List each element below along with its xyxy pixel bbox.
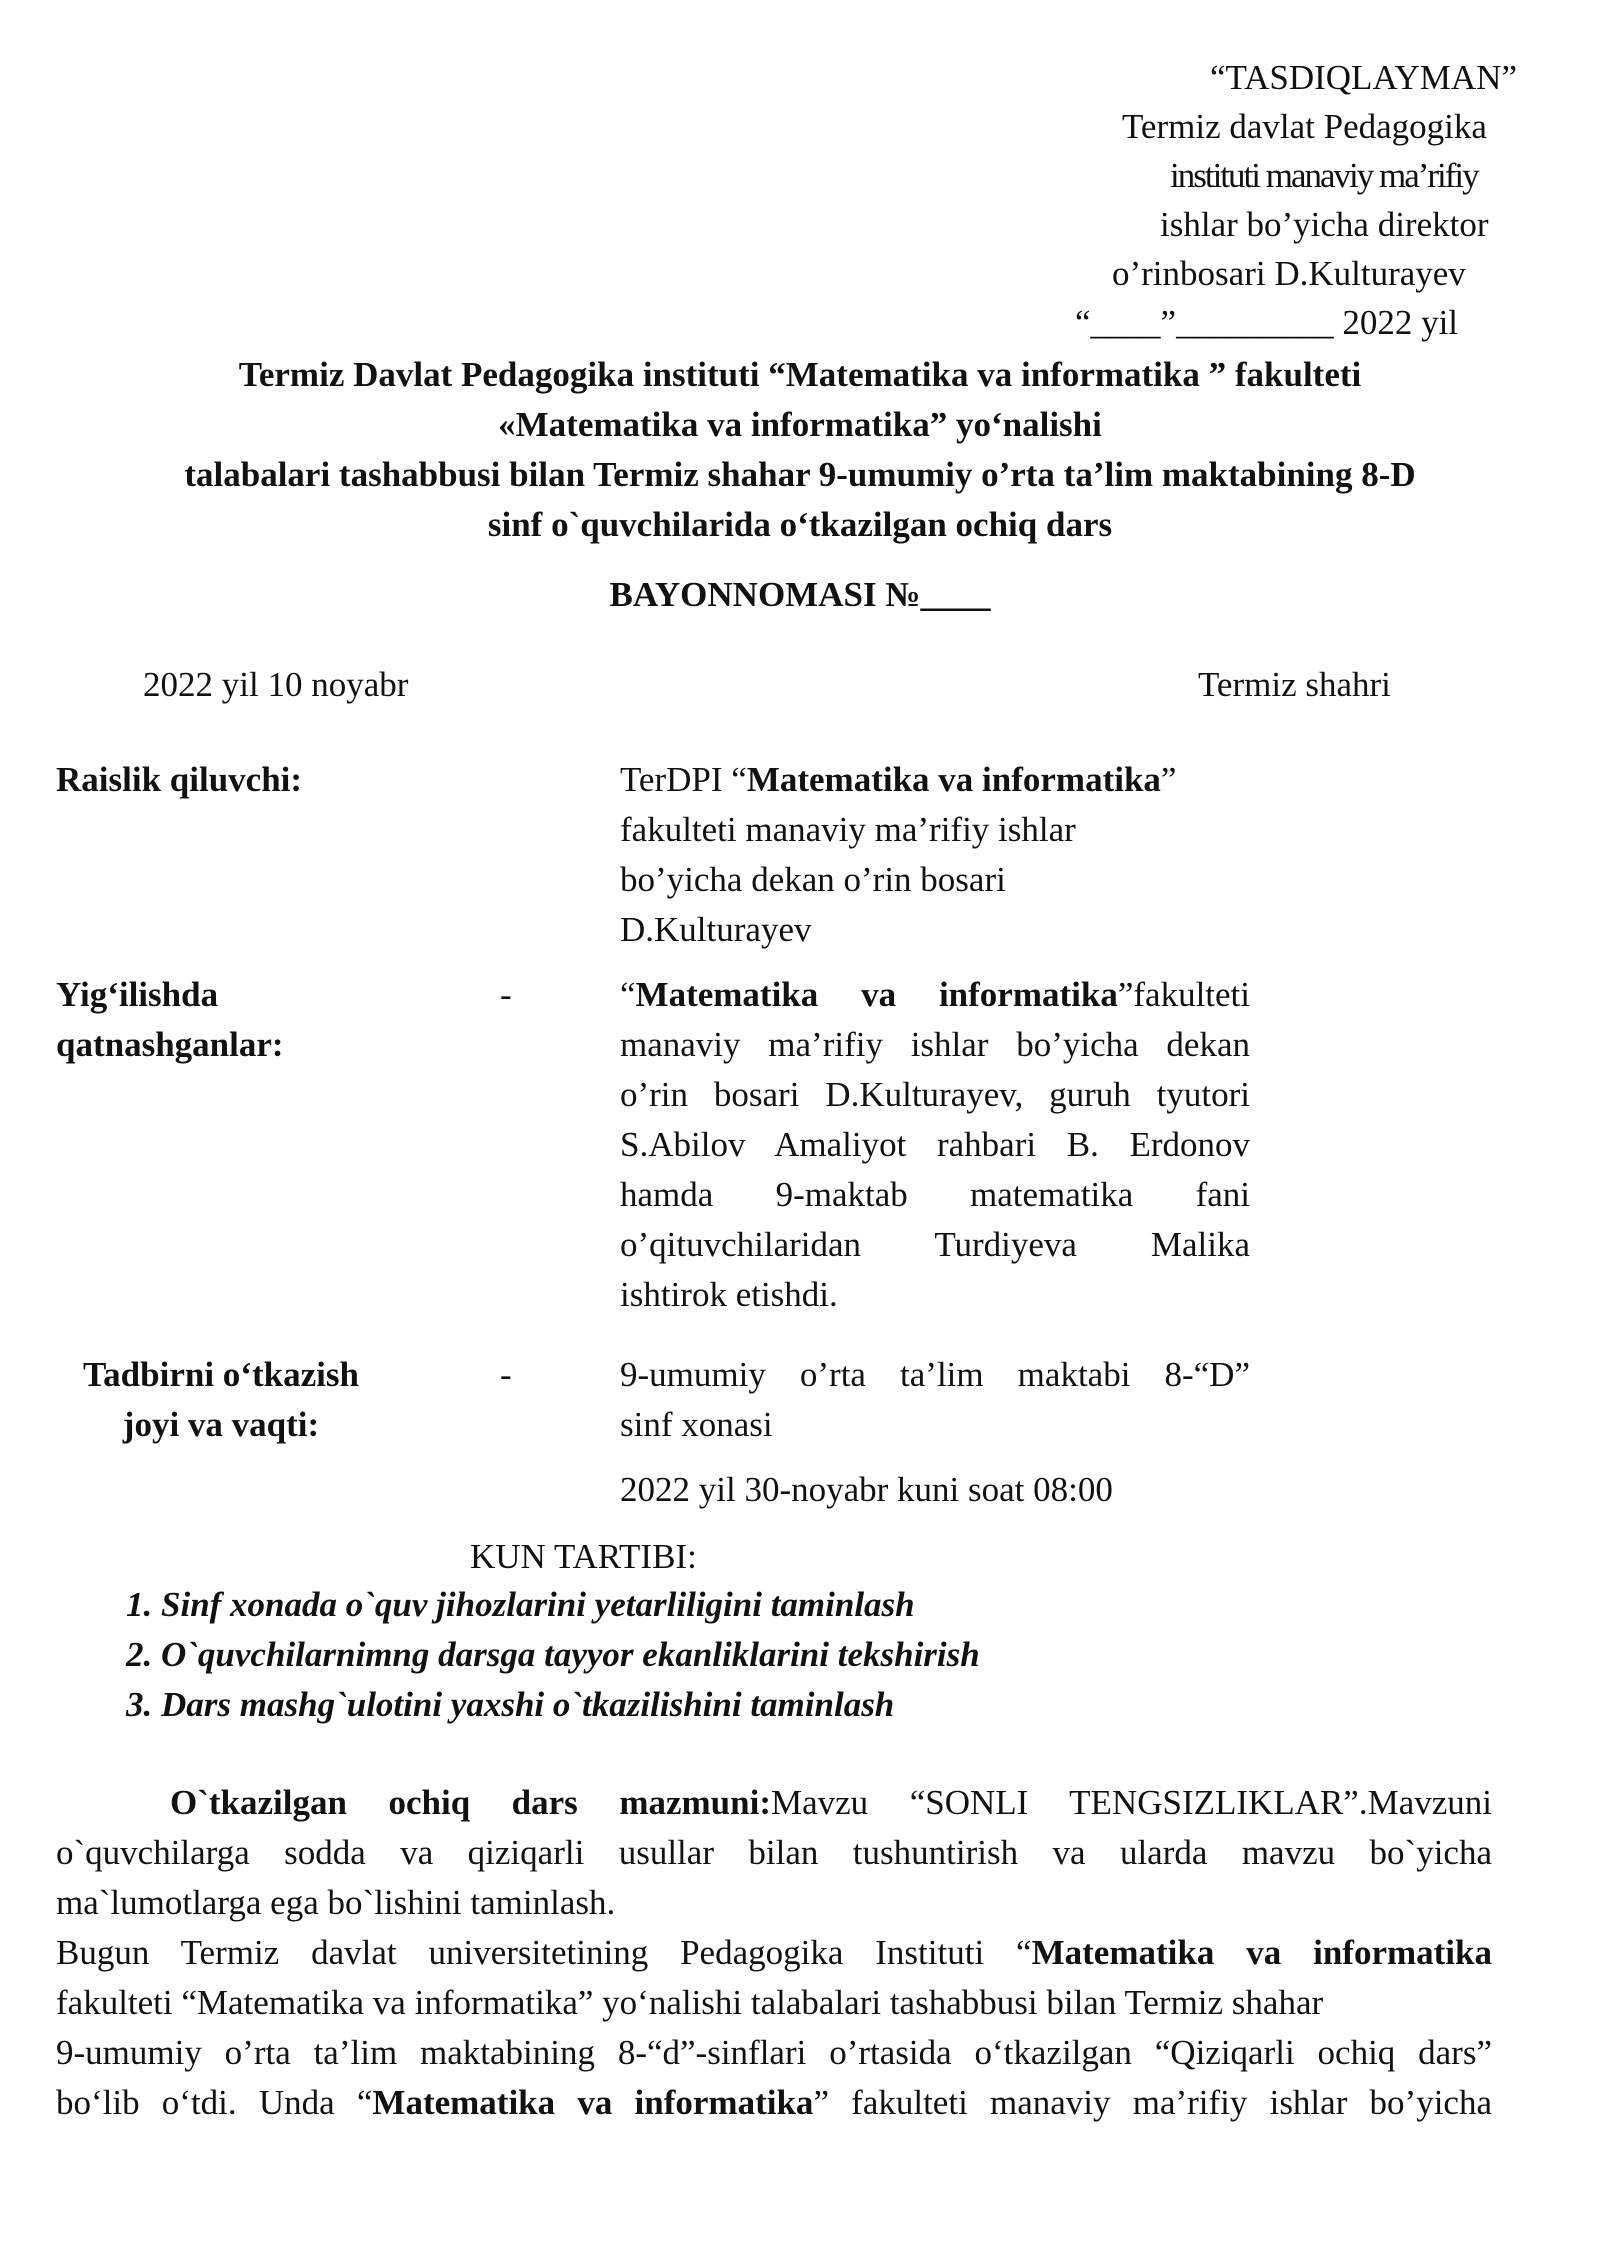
content-line: o`quvchilarga sodda va qiziqarli usullar bilan tushuntirish va ularda mavzu bo`yicha <box>56 1833 1492 1872</box>
content-line: bo‘lib o‘tdi. Unda “Matematika va informatika” fakulteti manaviy ma’rifiy ishlar bo’yicha <box>56 2083 1492 2122</box>
attendees-label: Yig‘ilishda qatnashganlar: <box>56 975 284 1064</box>
document-title-line: sinf o`quvchilarida o‘tkazilgan ochiq dars <box>487 505 1113 544</box>
chair-value-line: D.Kulturayev <box>620 910 812 949</box>
approval-line: Termiz davlat Pedagogika <box>1122 107 1487 146</box>
venue-time: 2022 yil 30-noyabr kuni soat 08:00 <box>620 1470 1113 1509</box>
content-line: fakulteti “Matematika va informatika” yo‘nalishi talabalari tashabbusi bilan Termiz shahar <box>56 1983 1324 2022</box>
document-title-line: talabalari tashabbusi bilan Termiz shahar 9-umumiy o’rta ta’lim maktabining 8-D <box>184 455 1416 494</box>
content-paragraph <box>56 1928 1492 2128</box>
document-title-line: Termiz Davlat Pedagogika instituti “Matematika va informatika ” fakulteti <box>238 355 1362 394</box>
approval-line: o’rinbosari D.Kulturayev <box>1112 254 1466 293</box>
approval-line: instituti manaviy ma’rifiy <box>1170 156 1478 195</box>
venue-value-line: sinf xonasi <box>620 1405 773 1444</box>
chair-value-line: bo’yicha dekan o’rin bosari <box>620 860 1006 899</box>
chair-label: Raislik qiluvchi: <box>56 760 303 799</box>
attendees-value-line: o’rin bosari D.Kulturayev, guruh tyutori <box>620 1075 1250 1114</box>
agenda-item: 2. O`quvchilarnimng darsga tayyor ekanliklarini tekshirish <box>126 1635 980 1674</box>
venue-dash: - <box>500 1355 512 1394</box>
content-line: Bugun Termiz davlat universitetining Pedagogika Instituti “Matematika va informatika <box>56 1933 1492 1972</box>
venue-value <box>620 1350 1250 1450</box>
chair-value-line: TerDPI “Matematika va informatika” <box>620 760 1177 799</box>
attendees-value-line: “Matematika va informatika”fakulteti <box>620 975 1250 1014</box>
venue-value-line: 9-umumiy o’rta ta’lim maktabi 8-“D” <box>620 1355 1250 1394</box>
venue-label: Tadbirni o‘tkazish joyi va vaqti: <box>83 1355 359 1444</box>
approval-line: ishlar bo’yicha direktor <box>1160 205 1489 244</box>
document-heading: BAYONNOMASI №____ <box>609 575 991 614</box>
chair-value <box>620 755 1250 955</box>
content-paragraph <box>56 1778 1492 1928</box>
document-date: 2022 yil 10 noyabr <box>143 665 409 704</box>
attendees-value-line: ishtirok etishdi. <box>620 1275 838 1314</box>
attendees-value-line: S.Abilov Amaliyot rahbari B. Erdonov <box>620 1125 1250 1164</box>
document-title-line: «Matematika va informatika” yo‘nalishi <box>498 405 1102 444</box>
approval-heading: “TASDIQLAYMAN” <box>1210 58 1517 97</box>
approval-date-line: “____”_________ 2022 yil <box>1075 303 1459 342</box>
agenda-heading: KUN TARTIBI: <box>470 1537 697 1576</box>
attendees-value-line: manaviy ma’rifiy ishlar bo’yicha dekan <box>620 1025 1250 1064</box>
content-line: O`tkazilgan ochiq dars mazmuni:Mavzu “SONLI TENGSIZLIKLAR”.Mavzuni <box>170 1783 1492 1822</box>
agenda-item: 3. Dars mashg`ulotini yaxshi o`tkazilishini taminlash <box>126 1685 895 1724</box>
agenda-item: 1. Sinf xonada o`quv jihozlarini yetarliligini taminlash <box>126 1585 915 1624</box>
attendees-value-line: o’qituvchilaridan Turdiyeva Malika <box>620 1225 1250 1264</box>
content-line: 9-umumiy o’rta ta’lim maktabining 8-“d”-sinflari o’rtasida o‘tkazilgan “Qiziqarli ochiq dars” <box>56 2033 1492 2072</box>
chair-value-line: fakulteti manaviy ma’rifiy ishlar <box>620 810 1076 849</box>
content-line: ma`lumotlarga ega bo`lishini taminlash. <box>56 1883 616 1922</box>
document-place: Termiz shahri <box>1198 665 1391 704</box>
attendees-dash: - <box>500 975 512 1014</box>
attendees-value-line: hamda 9-maktab matematika fani <box>620 1175 1250 1214</box>
attendees-value <box>620 970 1250 1320</box>
